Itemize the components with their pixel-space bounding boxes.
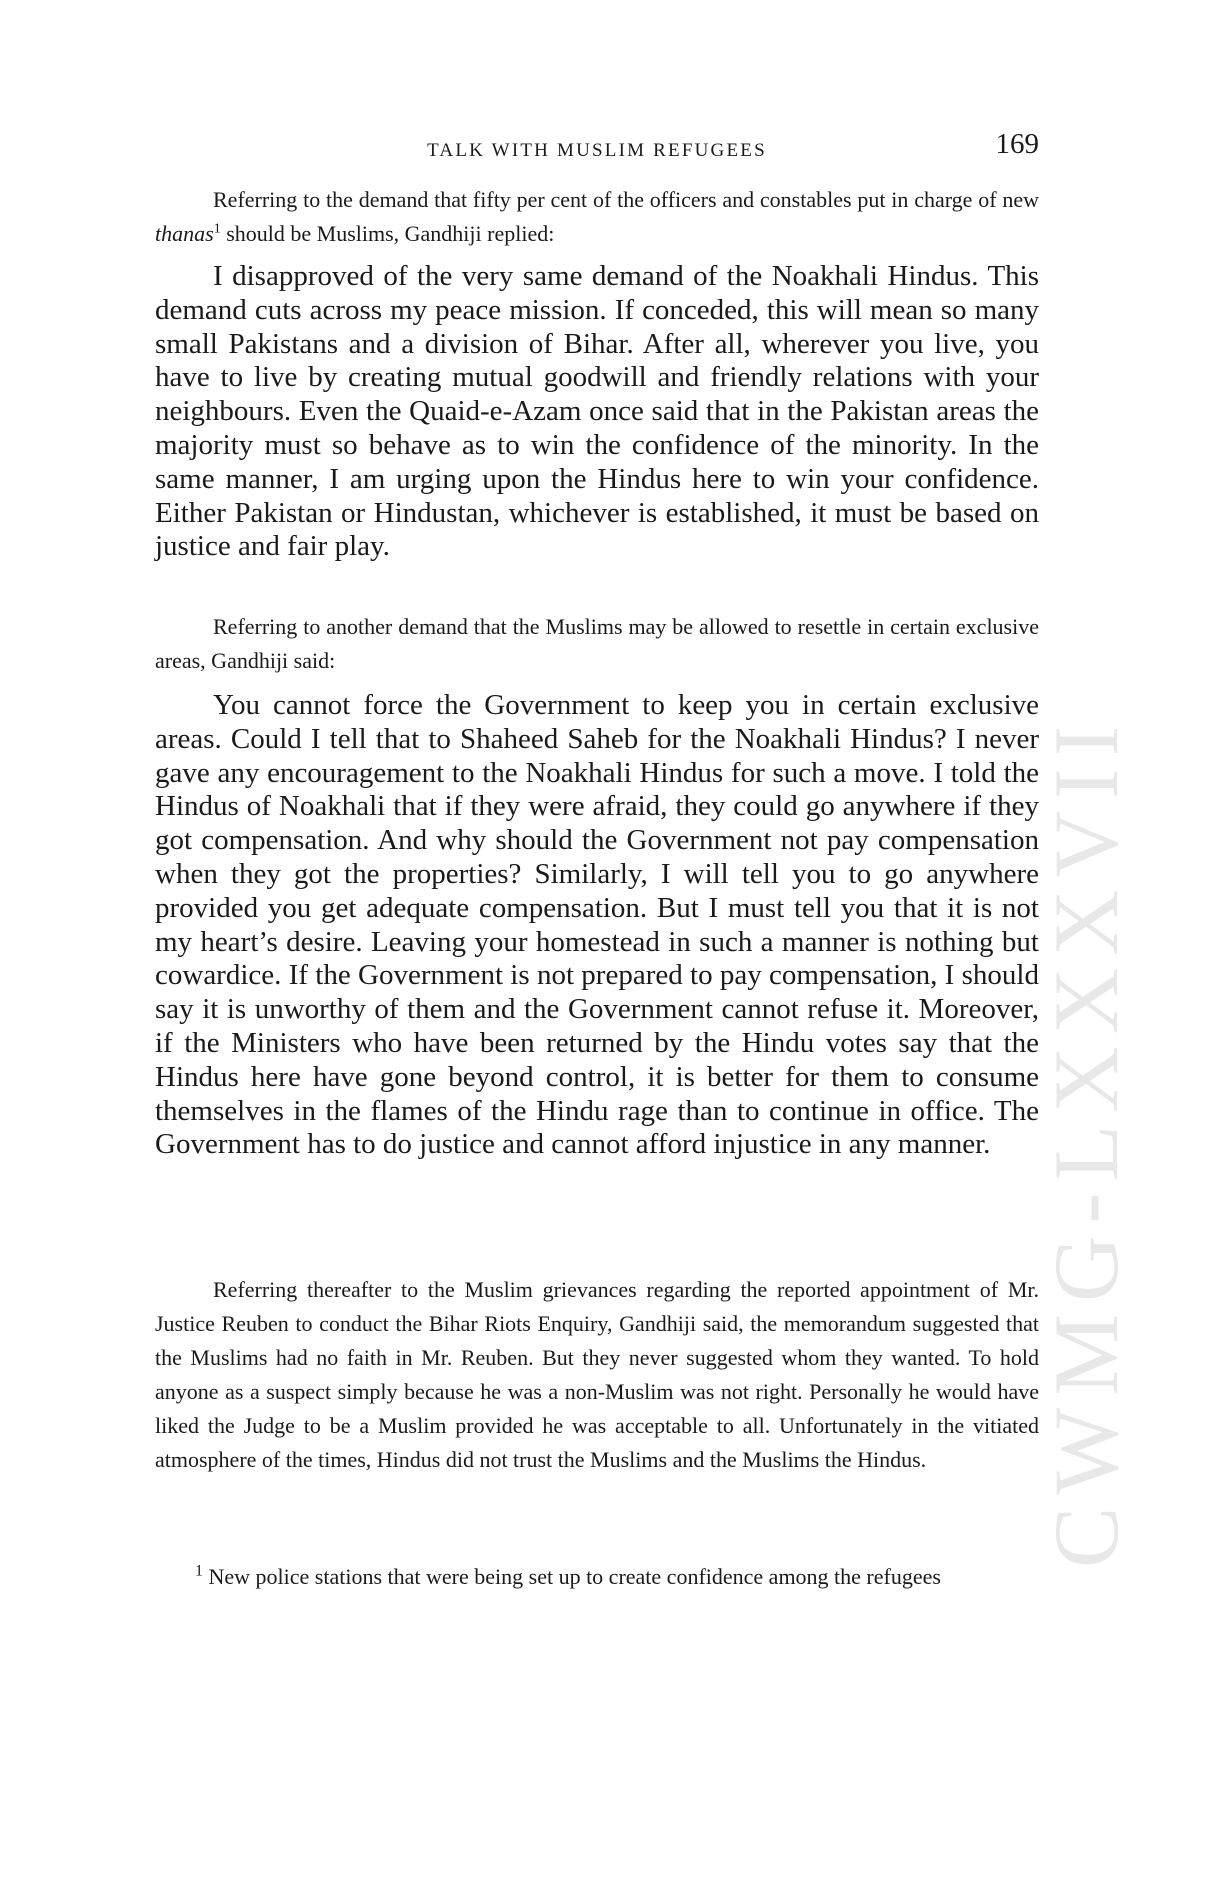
footnote-reference: 1 xyxy=(213,221,221,237)
speech-paragraph-2: You cannot force the Government to keep you in certain exclusive areas. Could I tell that to Shaheed Saheb for the Noakhali Hindus? I never gave any encouragement to the Noakhali Hindus for such a move. I told the Hindus of Noakhali that if they were afraid, they could go anywhere if they got compensation. And why should the Government not pay compensation when they got the properties? Similarly, I will tell you to go anywhere provided you get adequate compensation. But I must tell you that it is not my heart’s desire. Leaving your homestead in such a manner is nothing but cowardice. If the Government is not prepared to pay compensation, I should say it is unworthy of them and the Government cannot refuse it. Moreover, if the Ministers who have been returned by the Hindu votes say that the Hindus here have gone beyond control, it is better for them to consume themselves in the flames of the Hindu rage than to continue in office. The Government has to do justice and cannot afford injustice in any manner. xyxy=(155,689,1039,1161)
page-header xyxy=(155,128,1039,168)
speech-paragraph-1: I disapproved of the very same demand of the Noakhali Hindus. This demand cuts across my peace mission. If conceded, this will mean so many small Pakistans and a division of Bihar. After all, wherever you live, you have to live by creating mutual goodwill and friendly relations with your neighbours. Even the Quaid-e-Azam once said that in the Pakistan areas the majority must so behave as to win the confidence of the minority. In the same manner, I am urging upon the Hindus here to win your confidence. Either Pakistan or Hindustan, whichever is established, it must be based on justice and fair play. xyxy=(155,260,1039,563)
intro-paragraph-1 xyxy=(155,183,1039,251)
footnote xyxy=(155,1562,1039,1592)
running-head: TALK WITH MUSLIM REFUGEES xyxy=(427,140,767,161)
footnote-text: New police stations that were being set up to create confidence among the refugees xyxy=(203,1564,941,1589)
intro1-text-before: Referring to the demand that fifty per cent of the officers and constables put in charge of new xyxy=(213,187,1039,212)
narrative-paragraph-3: Referring thereafter to the Muslim grievances regarding the reported appointment of Mr. Justice Reuben to conduct the Bihar Riots Enquiry, Gandhiji said, the memorandum suggested that the Muslims had no faith in Mr. Reuben. But they never suggested whom they wanted. To hold anyone as a suspect simply because he was a non-Muslim was not right. Personally he would have liked the Judge to be a Muslim provided he was acceptable to all. Unfortunately in the vitiated atmosphere of the times, Hindus did not trust the Muslims and the Muslims the Hindus. xyxy=(155,1277,1039,1472)
intro1-italic-term: thanas xyxy=(155,221,214,246)
footnote-number: 1 xyxy=(195,1562,203,1580)
intro-paragraph-2: Referring to another demand that the Muslims may be allowed to resettle in certain exclusive areas, Gandhiji said: xyxy=(155,614,1039,673)
page-number: 169 xyxy=(995,128,1039,160)
watermark: CWMG-LXXXVII xyxy=(1035,713,1137,1568)
intro1-text-after: should be Muslims, Gandhiji replied: xyxy=(220,221,555,246)
page xyxy=(155,0,1039,1890)
